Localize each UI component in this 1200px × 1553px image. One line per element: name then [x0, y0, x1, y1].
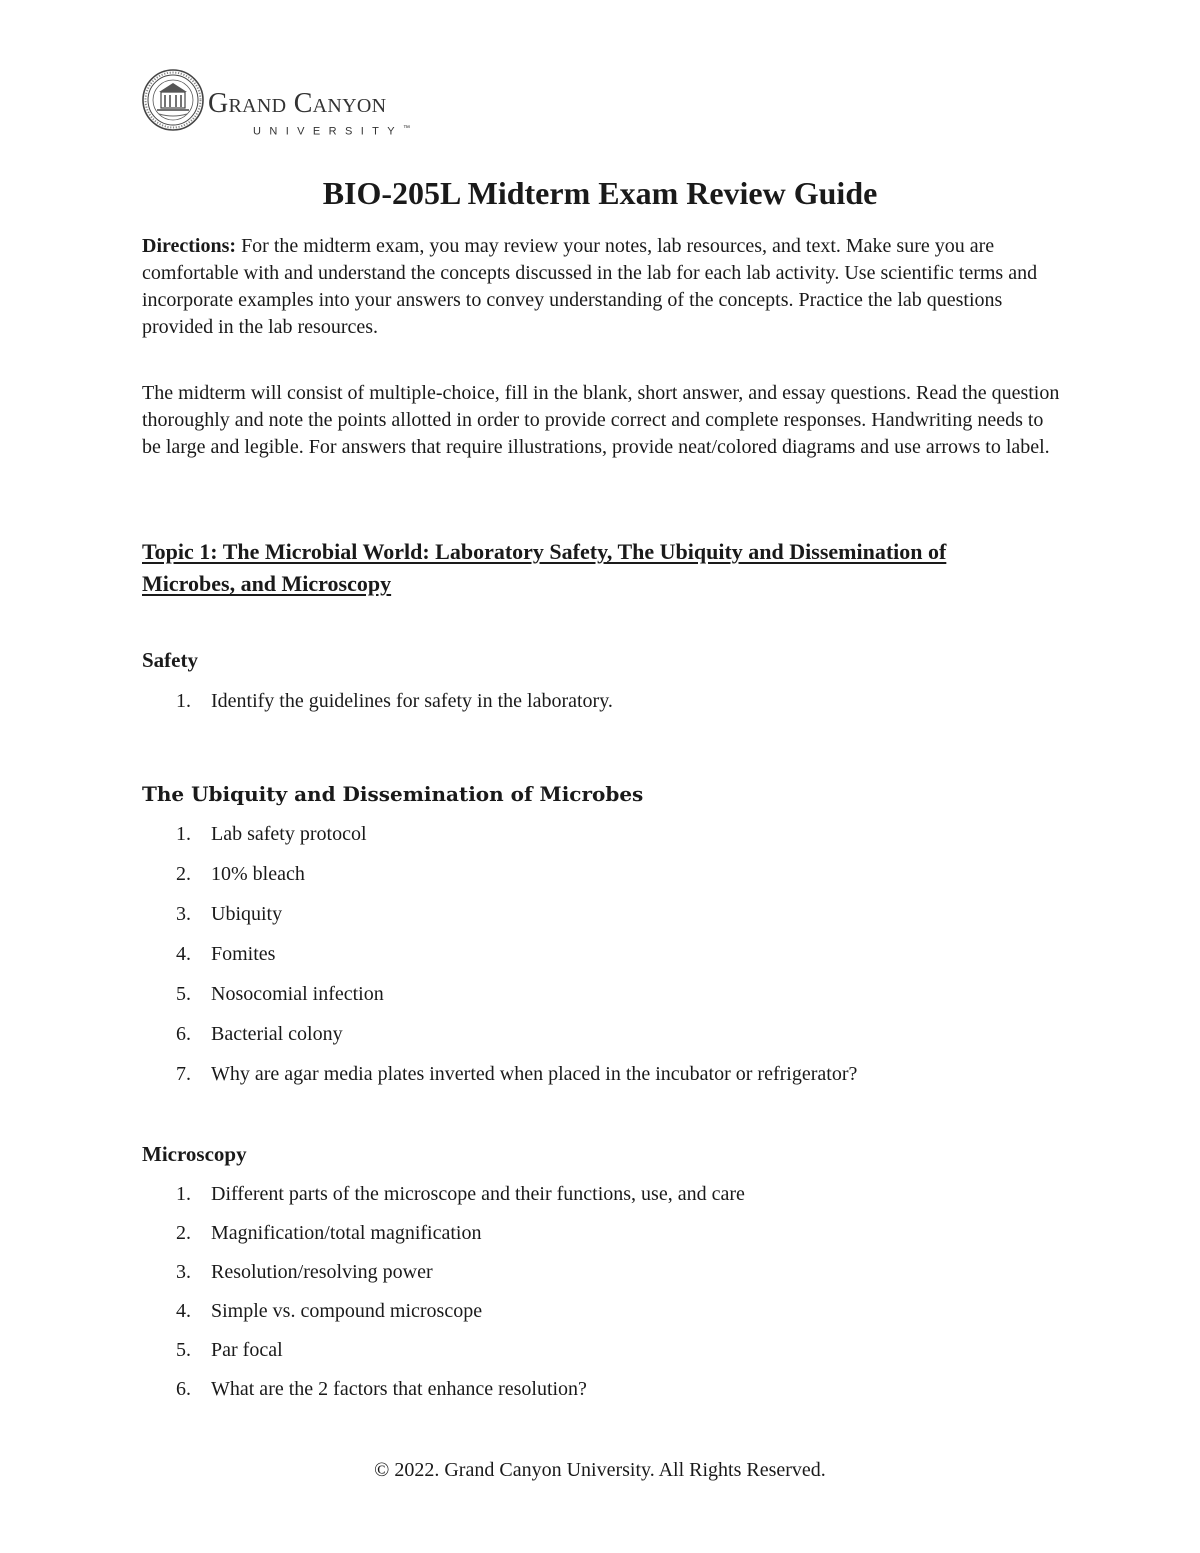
midterm-paragraph: The midterm will consist of multiple-choice, fill in the blank, short answer, and essay questions. Read the question thoroughly and note the points allotted in order to provide correct and complete responses. Handwriting needs to be large and legible. For answers that require illustrations, provide neat/colored diagrams and use arrows to label. [142, 382, 1060, 458]
topic-heading: Topic 1: The Microbial World: Laboratory Safety, The Ubiquity and Dissemination of Microbes, and Microscopy [142, 539, 947, 596]
logo-wordmark: Grand Canyon [208, 88, 387, 119]
page-title: BIO-205L Midterm Exam Review Guide [322, 175, 878, 211]
directions-label: Directions: [142, 235, 237, 257]
logo-subtitle: UNIVERSITY™ [253, 125, 411, 138]
microscopy-list [142, 1180, 745, 1414]
directions-text: For the midterm exam, you may review your notes, lab resources, and text. Make sure you are comfortable with and understand the concepts discussed in the lab for each lab activity. Use scientific terms and incorporate examples into your answers to convey understanding of the concepts. Practice the lab questions provided in the lab resources. [142, 235, 1038, 338]
list-item: 6. What are the 2 factors that enhance resolution? [176, 1378, 587, 1400]
ubiquity-list [142, 820, 857, 1100]
list-item: 1. Lab safety protocol [176, 823, 367, 845]
list-item: 1. Different parts of the microscope and their functions, use, and care [176, 1183, 745, 1205]
list-item: 3. Ubiquity [176, 903, 283, 925]
section-heading-microscopy: Microscopy [142, 1142, 247, 1166]
list-item: 2. 10% bleach [176, 863, 305, 885]
safety-list [142, 687, 613, 715]
list-item: 4. Fomites [176, 943, 276, 965]
list-item: 4. Simple vs. compound microscope [176, 1300, 483, 1322]
list-item: 5. Par focal [176, 1339, 283, 1361]
list-item: 1. Identify the guidelines for safety in the laboratory. [176, 690, 613, 712]
list-item: 6. Bacterial colony [176, 1023, 343, 1045]
list-item: 7. Why are agar media plates inverted when placed in the incubator or refrigerator? [176, 1063, 858, 1085]
copyright-footer: © 2022. Grand Canyon University. All Rights Reserved. [374, 1459, 826, 1481]
university-seal-icon [141, 68, 205, 132]
directions-paragraph [142, 233, 1062, 341]
list-item: 5. Nosocomial infection [176, 983, 384, 1005]
section-heading-ubiquity: The Ubiquity and Dissemination of Microbes [142, 782, 644, 806]
university-logo [141, 68, 431, 138]
trademark-symbol: ™ [403, 125, 411, 132]
list-item: 3. Resolution/resolving power [176, 1261, 433, 1283]
list-item: 2. Magnification/total magnification [176, 1222, 482, 1244]
section-heading-safety: Safety [142, 648, 198, 672]
